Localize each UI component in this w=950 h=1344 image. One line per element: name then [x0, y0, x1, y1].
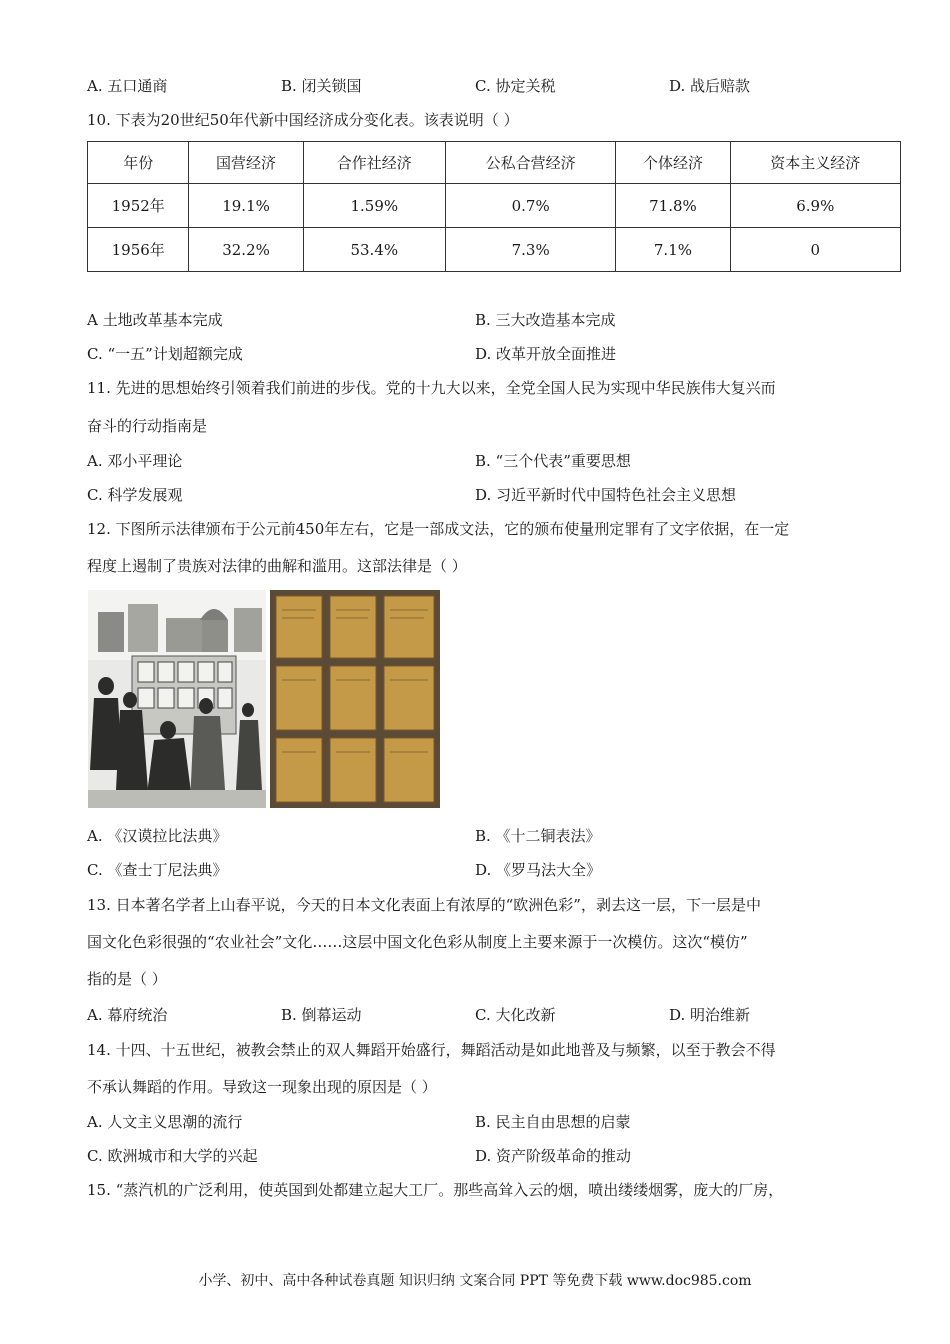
- table-header-cell: 公私合营经济: [445, 142, 615, 184]
- table-cell: 1952年: [88, 184, 189, 228]
- table-row: [88, 228, 901, 272]
- q12-option-c: C. 《查士丁尼法典》: [87, 861, 228, 879]
- q13-stem-line-3: 指的是（ ）: [87, 970, 167, 988]
- q15-stem-line-1: 15. “蒸汽机的广泛利用，使英国到处都建立起大工厂。那些高耸入云的烟，喷出缕缕烟雾，庞大的厂房，: [87, 1181, 784, 1199]
- q11-option-b: B. “三个代表”重要思想: [475, 452, 631, 470]
- q13-option-c: C. 大化改新: [475, 1006, 556, 1024]
- table-cell: 32.2%: [189, 228, 303, 272]
- q11-option-d: D. 习近平新时代中国特色社会主义思想: [475, 486, 737, 504]
- q9-option-b: B. 闭关锁国: [281, 77, 362, 95]
- q12-option-a: A. 《汉谟拉比法典》: [87, 827, 228, 845]
- q13-stem-line-1: 13. 日本著名学者上山春平说，今天的日本文化表面上有浓厚的“欧洲色彩”，剥去这一层，下一层是中: [87, 896, 761, 914]
- economy-table: [87, 141, 901, 272]
- table-cell: 53.4%: [303, 228, 445, 272]
- table-header-cell: 个体经济: [616, 142, 730, 184]
- q13-option-d: D. 明治维新: [669, 1006, 751, 1024]
- table-cell: 71.8%: [616, 184, 730, 228]
- q14-option-d: D. 资产阶级革命的推动: [475, 1147, 632, 1165]
- twelve-tables-figure: [88, 590, 440, 808]
- q9-option-c: C. 协定关税: [475, 77, 556, 95]
- q11-stem-line-1: 11. 先进的思想始终引领着我们前进的步伐。党的十九大以来，全党全国人民为实现中华民族伟大复兴而: [87, 379, 776, 397]
- q10-option-a: A 土地改革基本完成: [87, 311, 223, 329]
- engraving-illustration: [88, 590, 266, 808]
- table-cell: 6.9%: [730, 184, 900, 228]
- table-cell: 1956年: [88, 228, 189, 272]
- table-header-cell: 年份: [88, 142, 189, 184]
- q14-stem-line-1: 14. 十四、十五世纪，被教会禁止的双人舞蹈开始盛行，舞蹈活动是如此地普及与频繁，以至于教会不得: [87, 1041, 776, 1059]
- q14-option-c: C. 欧洲城市和大学的兴起: [87, 1147, 258, 1165]
- table-cell: 19.1%: [189, 184, 303, 228]
- table-row: [88, 184, 901, 228]
- q12-stem-line-2: 程度上遏制了贵族对法律的曲解和滥用。这部法律是（ ）: [87, 557, 467, 575]
- q13-option-b: B. 倒幕运动: [281, 1006, 362, 1024]
- q14-option-a: A. 人文主义思潮的流行: [87, 1113, 243, 1131]
- q9-option-a: A. 五口通商: [87, 77, 168, 95]
- q9-option-d: D. 战后赔款: [669, 77, 751, 95]
- table-header-row: [88, 142, 901, 184]
- table-cell: 0.7%: [445, 184, 615, 228]
- q13-option-a: A. 幕府统治: [87, 1006, 168, 1024]
- q12-stem-line-1: 12. 下图所示法律颁布于公元前450年左右，它是一部成文法，它的颁布使量刑定罪有了文字依据，在一定: [87, 520, 790, 538]
- q14-stem-line-2: 不承认舞蹈的作用。导致这一现象出现的原因是（ ）: [87, 1078, 437, 1096]
- q12-option-b: B. 《十二铜表法》: [475, 827, 601, 845]
- q11-option-c: C. 科学发展观: [87, 486, 183, 504]
- table-header-cell: 资本主义经济: [730, 142, 900, 184]
- bronze-tablets-photo: [270, 590, 440, 808]
- q10-option-b: B. 三大改造基本完成: [475, 311, 616, 329]
- page-footer: 小学、初中、高中各种试卷真题 知识归纳 文案合同 PPT 等免费下载 www.doc985.com: [198, 1273, 752, 1289]
- q10-option-c: C. “一五”计划超额完成: [87, 345, 243, 363]
- q13-stem-line-2: 国文化色彩很强的“农业社会”文化……这层中国文化色彩从制度上主要来源于一次模仿。这次“模仿”: [87, 933, 748, 951]
- q10-option-d: D. 改革开放全面推进: [475, 345, 617, 363]
- table-cell: 0: [730, 228, 900, 272]
- q14-option-b: B. 民主自由思想的启蒙: [475, 1113, 631, 1131]
- q11-stem-line-2: 奋斗的行动指南是: [87, 417, 208, 435]
- table-cell: 7.1%: [616, 228, 730, 272]
- table-cell: 1.59%: [303, 184, 445, 228]
- q10-stem: 10. 下表为20世纪50年代新中国经济成分变化表。该表说明（ ）: [87, 111, 519, 129]
- table-header-cell: 国营经济: [189, 142, 303, 184]
- table-cell: 7.3%: [445, 228, 615, 272]
- q12-option-d: D. 《罗马法大全》: [475, 861, 602, 879]
- q11-option-a: A. 邓小平理论: [87, 452, 183, 470]
- table-header-cell: 合作社经济: [303, 142, 445, 184]
